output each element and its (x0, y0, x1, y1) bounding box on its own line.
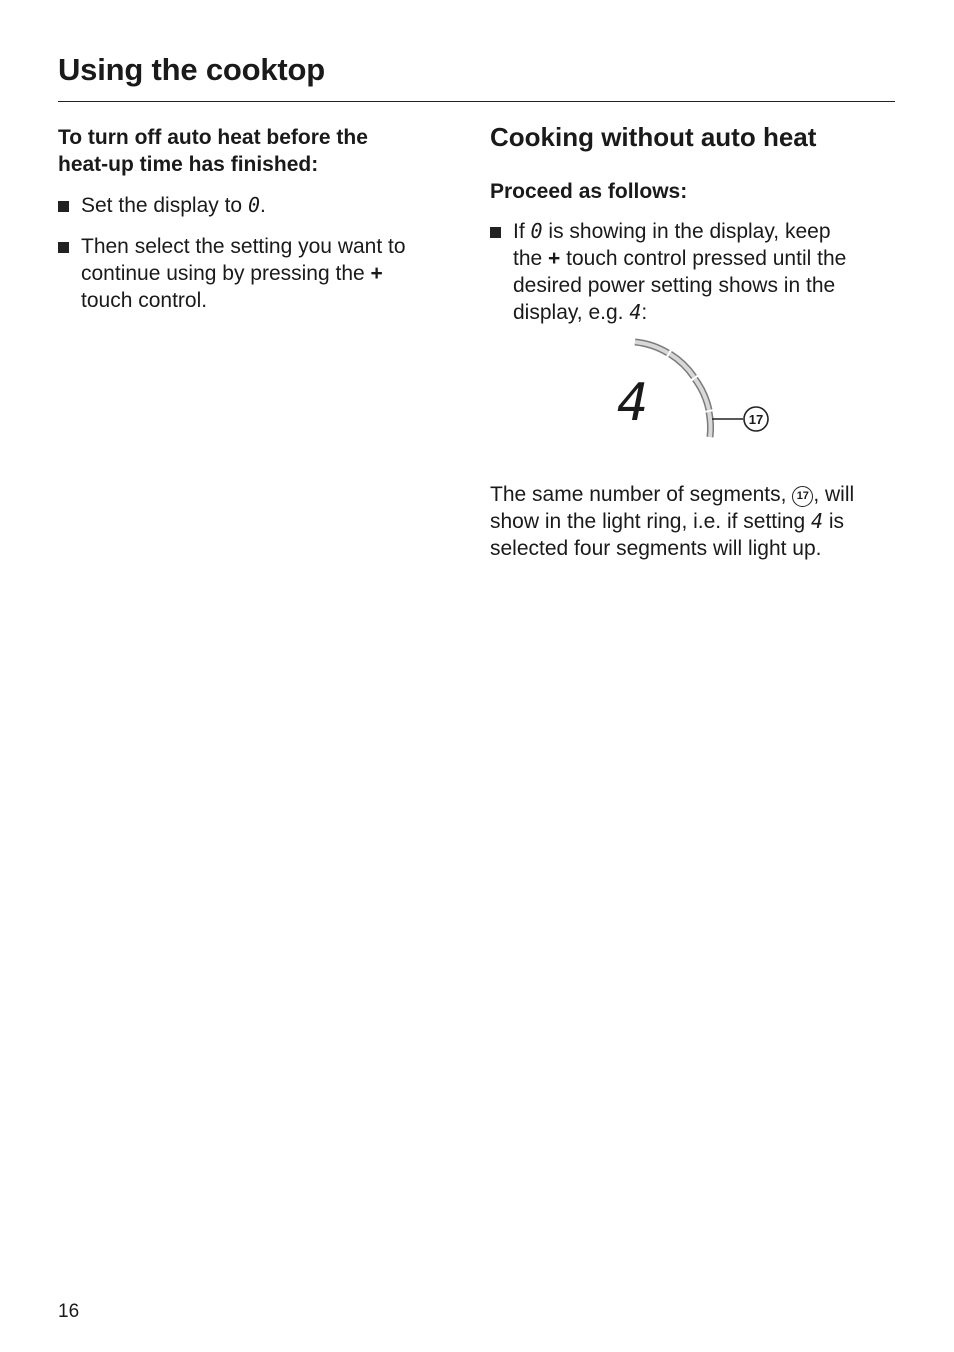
body-text: The same number of segments, (490, 483, 793, 506)
bullet-text: touch control pressed until the (560, 247, 847, 270)
right-column (490, 120, 900, 562)
bullet-text: is showing in the display, keep (542, 220, 831, 243)
bullet-text: desired power setting shows in the (513, 274, 836, 297)
bullet-text: Set the display to (81, 194, 248, 217)
callout-number: 17 (748, 412, 764, 427)
bullet-square-icon (58, 242, 69, 253)
bullet-text-end: . (259, 194, 266, 217)
light-ring-figure (490, 338, 890, 448)
display-digit-4: 4 (617, 373, 649, 433)
bullet-text: If (513, 220, 531, 243)
callout-reference: 17 (792, 486, 813, 507)
bullet-text: : (641, 301, 648, 324)
bullet-line-1: Then select the setting you want to (81, 235, 406, 258)
light-ring-illustration (490, 338, 890, 448)
display-digit-0: 0 (247, 193, 260, 217)
display-digit-4: 4 (811, 509, 824, 533)
auto-heat-off-subheading (58, 124, 448, 178)
title-divider (58, 101, 895, 102)
bullet-keep-pressed (490, 218, 900, 326)
display-digit-0: 0 (530, 219, 543, 243)
body-text: , will (813, 483, 855, 506)
bullet-select-setting (58, 233, 448, 314)
proceed-subheading: Proceed as follows: (490, 180, 688, 203)
light-ring-explanation (490, 481, 900, 562)
bullet-square-icon (58, 201, 69, 212)
bullet-line-3: touch control. (81, 289, 208, 312)
page-title: Using the cooktop (58, 52, 325, 87)
body-text: selected four segments will light up. (490, 537, 822, 560)
section-heading: Cooking without auto heat (490, 122, 817, 152)
plus-symbol: + (370, 262, 383, 285)
bullet-text: display, e.g. (513, 301, 630, 324)
display-digit-4: 4 (629, 300, 642, 324)
bullet-text: the (513, 247, 549, 270)
body-text: show in the light ring, i.e. if setting (490, 510, 811, 533)
bullet-set-display (58, 192, 448, 219)
bullet-line-2: continue using by pressing the (81, 262, 371, 285)
subheading-line-2: heat-up time has finished: (58, 153, 319, 176)
page-number: 16 (58, 1301, 80, 1322)
plus-symbol: + (548, 247, 561, 270)
subheading-line-1: To turn off auto heat before the (58, 126, 368, 149)
bullet-square-icon (490, 227, 501, 238)
left-column (58, 124, 448, 314)
body-text: is (823, 510, 845, 533)
